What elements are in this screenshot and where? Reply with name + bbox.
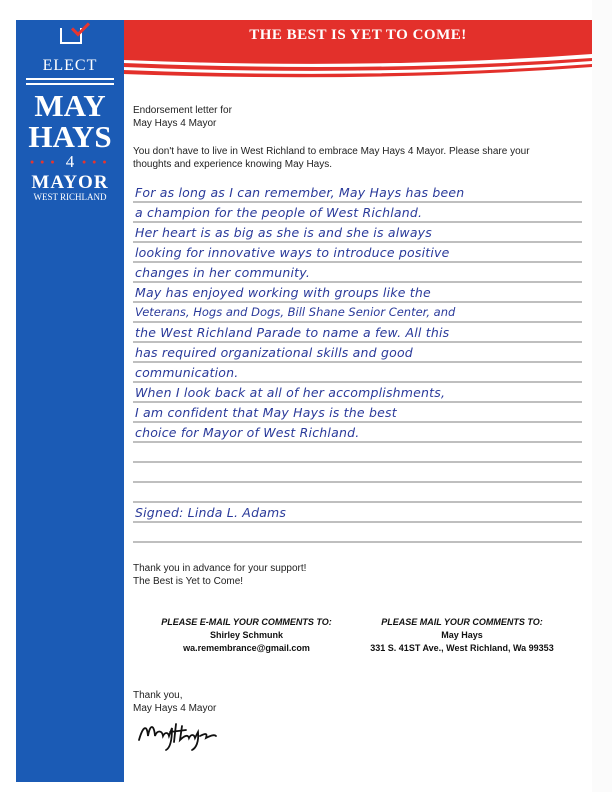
handwritten-line: May has enjoyed working with groups like the	[135, 285, 431, 300]
thank-you-note: Thank you in advance for your support! The Best is Yet to Come!	[133, 563, 307, 587]
handwritten-line: When I look back at all of her accomplishments,	[135, 385, 446, 400]
office-label: MAYOR	[31, 172, 109, 193]
letter-intro: You don't have to live in West Richland to embrace May Hays 4 Mayor. Please share your thoughts and experience knowing May Hays.	[133, 146, 530, 170]
divider	[26, 78, 114, 80]
dots-decoration: ● ● ●	[30, 159, 57, 166]
handwritten-line: has required organizational skills and good	[135, 345, 413, 360]
handwritten-line: Her heart is as big as she is and she is always	[135, 225, 432, 240]
city-label: WEST RICHLAND	[33, 192, 107, 202]
handwritten-line: For as long as I can remember, May Hays has been	[135, 185, 465, 200]
closing: Thank you, May Hays 4 Mayor	[133, 690, 217, 714]
divider	[26, 83, 114, 85]
letter-heading: Endorsement letter for May Hays 4 Mayor	[133, 105, 232, 129]
campaign-sidebar	[16, 20, 124, 782]
handwritten-line: I am confident that May Hays is the best	[135, 405, 397, 420]
candidate-last-name: HAYS	[28, 119, 112, 154]
handwritten-line: a champion for the people of West Richland.	[135, 205, 423, 220]
handwritten-signature-line: Signed: Linda L. Adams	[135, 505, 287, 520]
handwritten-line: Veterans, Hogs and Dogs, Bill Shane Senior Center, and	[135, 305, 456, 319]
signature	[136, 718, 240, 752]
handwritten-line: looking for innovative ways to introduce positive	[135, 245, 450, 260]
elect-label: ELECT	[42, 57, 98, 74]
email-contact: PLEASE E-MAIL YOUR COMMENTS TO: Shirley Schmunk wa.remembrance@gmail.com	[161, 617, 332, 653]
handwritten-line: changes in her community.	[135, 265, 311, 280]
dots-decoration: ● ● ●	[82, 159, 109, 166]
mail-contact: PLEASE MAIL YOUR COMMENTS TO: May Hays 331 S. 41ST Ave., West Richland, Wa 99353	[370, 617, 554, 653]
handwritten-line: communication.	[135, 365, 239, 380]
handwritten-line: choice for Mayor of West Richland.	[135, 425, 360, 440]
handwritten-line: the West Richland Parade to name a few. All this	[135, 325, 450, 340]
flag-stripes	[124, 50, 592, 88]
slogan-banner: THE BEST IS YET TO COME!	[124, 20, 592, 50]
number-label: 4	[65, 152, 75, 171]
candidate-first-name: MAY	[34, 88, 106, 123]
